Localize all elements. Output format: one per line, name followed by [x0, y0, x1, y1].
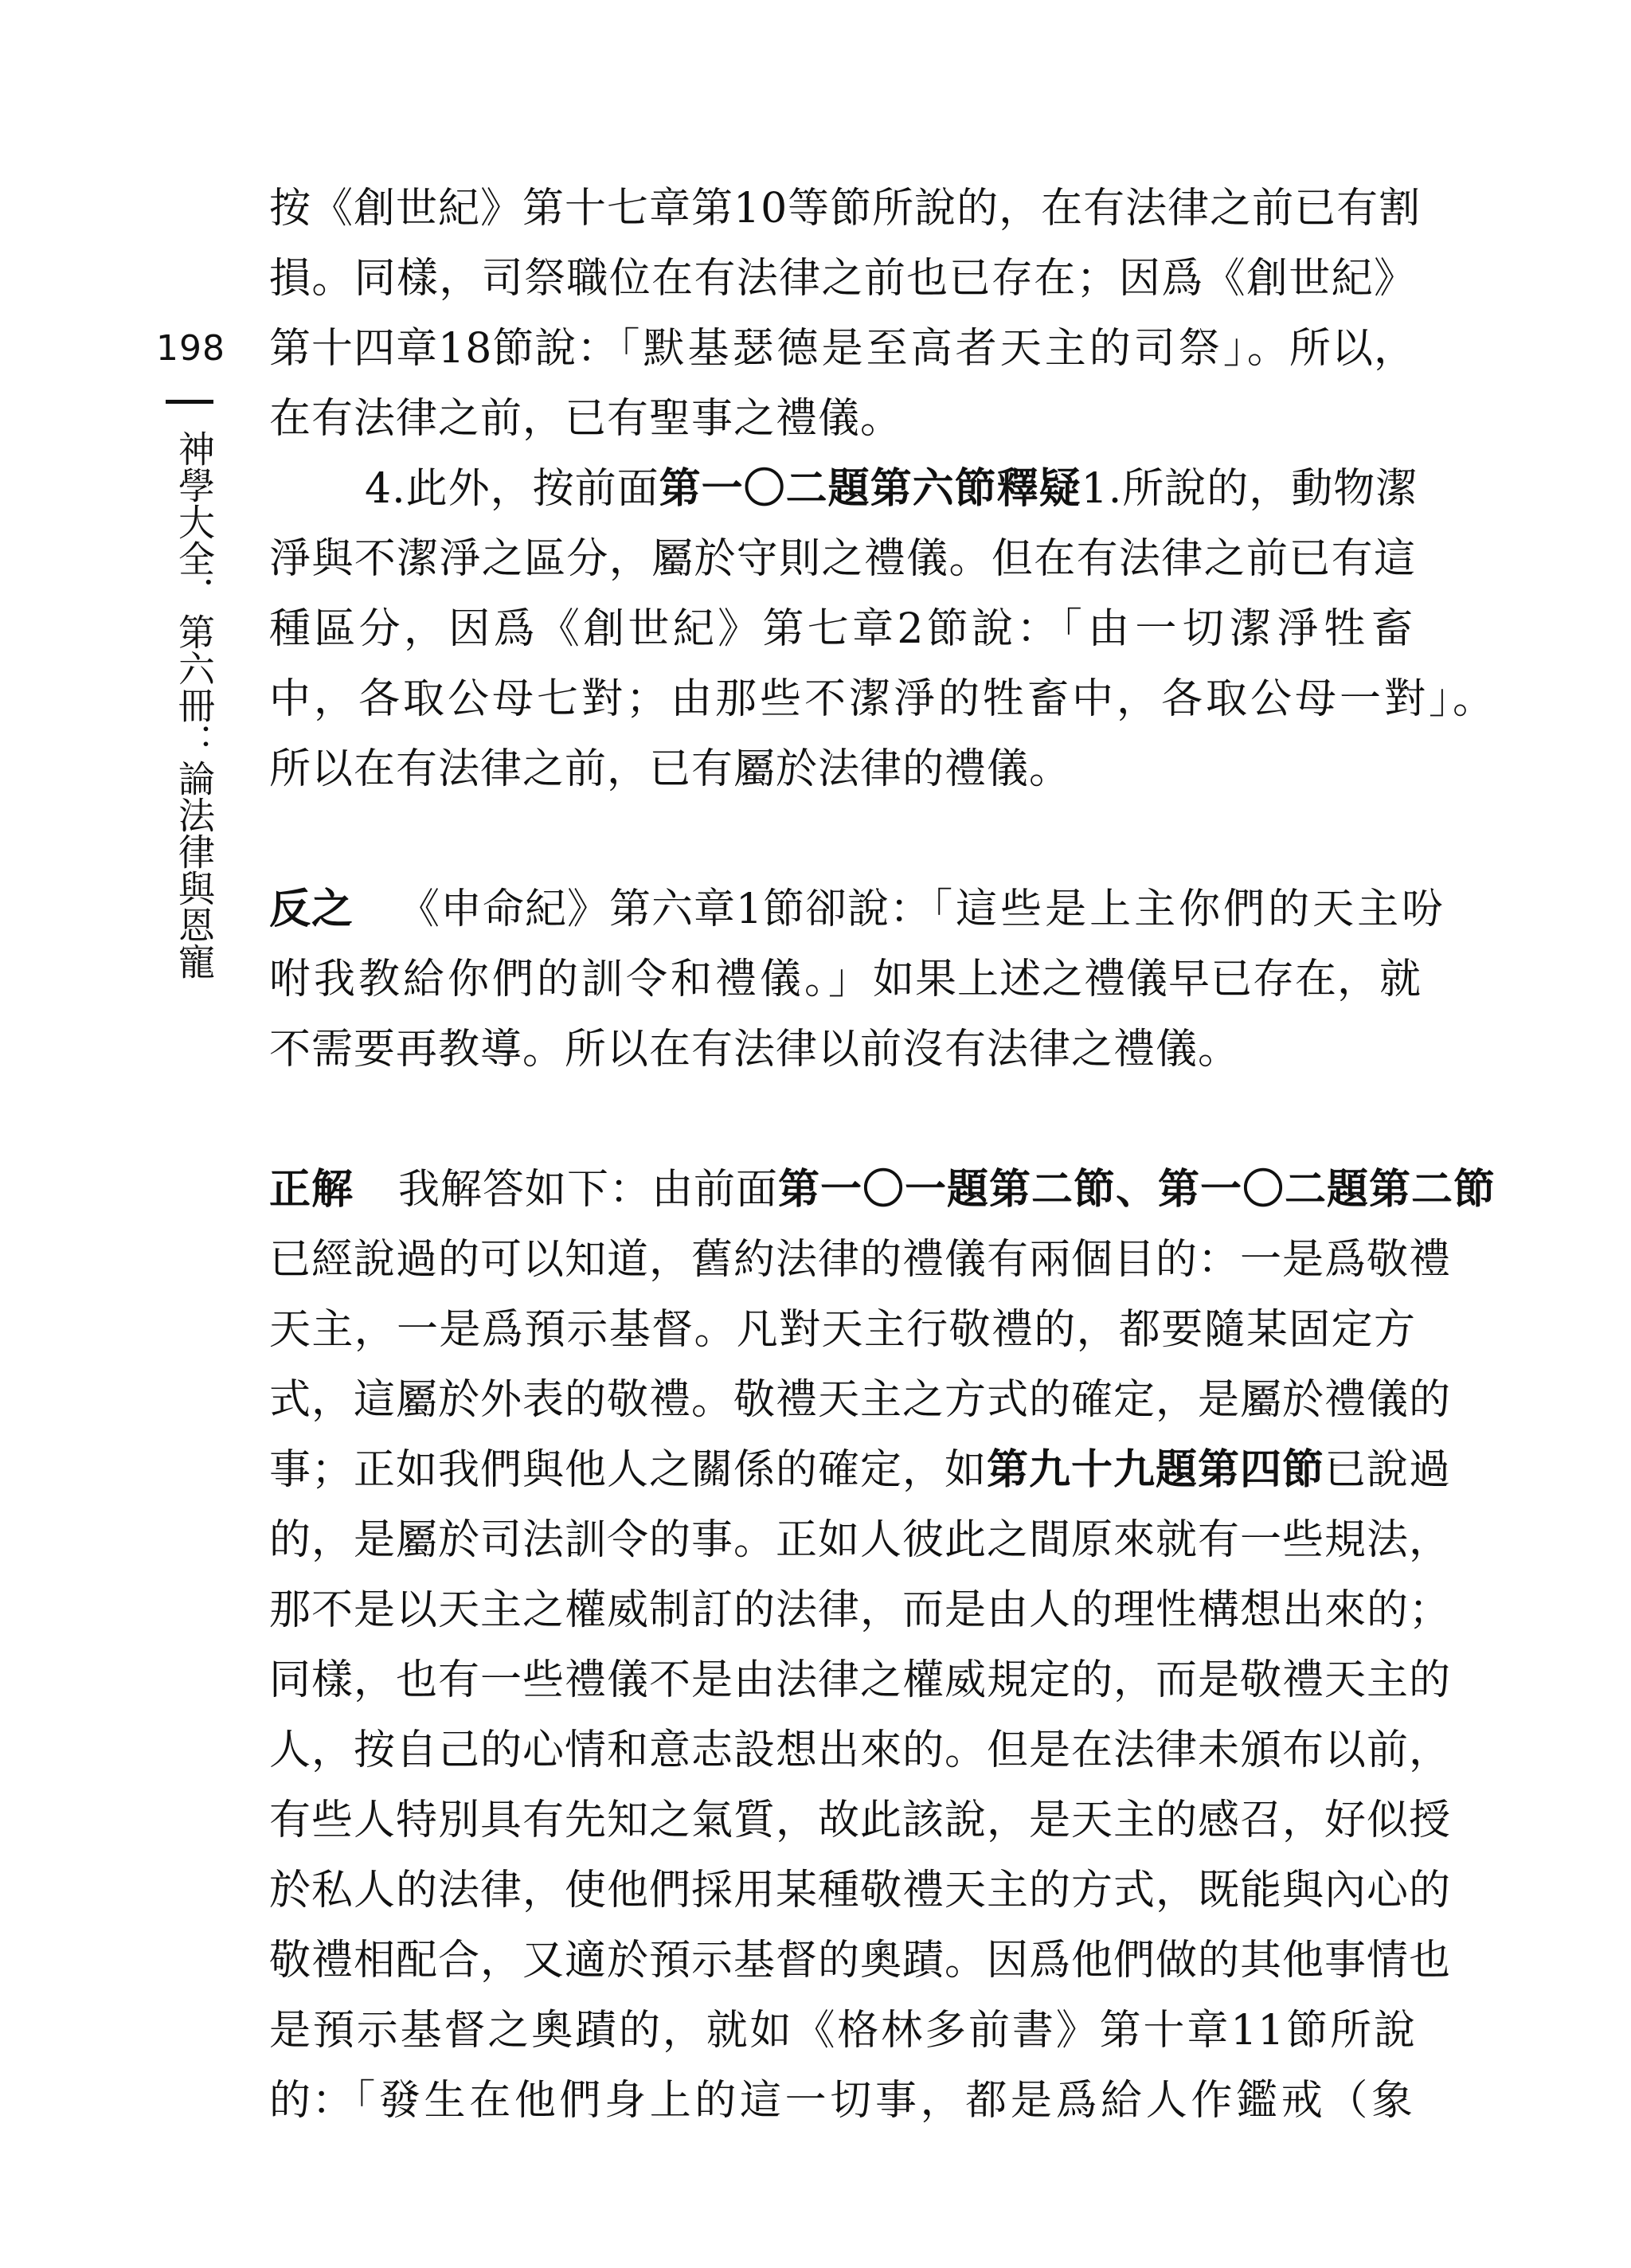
answer-line: 已經說過的可以知道，舊約法律的禮儀有兩個目的：一是爲敬禮 — [269, 1236, 1452, 1284]
answer-line: 那不是以天主之權威制訂的法律，而是由人的理性構想出來的； — [269, 1586, 1452, 1634]
text-run: 我解答如下：由前面 — [398, 1166, 779, 1214]
answer-line: 於私人的法律，使他們採用某種敬禮天主的方式，既能與內心的 — [269, 1867, 1452, 1914]
p2-line — [269, 664, 1496, 734]
answer-line: 是預示基督之奧蹟的，就如《格林多前書》第十章11節所說 — [269, 2007, 1416, 2055]
sed-contra-label: 反之 — [269, 886, 354, 933]
text-run: 第十四章18節說： — [269, 325, 620, 373]
answer-line — [269, 1435, 1452, 1505]
text-run: 。所以， — [1246, 325, 1416, 373]
answer-line: 同樣，也有一些禮儀不是由法律之權威規定的，而是敬禮天主的 — [269, 1656, 1452, 1704]
running-title: 神學大全．第六冊：論法律與恩寵 — [173, 430, 216, 980]
p1-line: 按《創世紀》第十七章第10等節所說的，在有法律之前已有割 — [269, 185, 1422, 233]
scripture-quote: 「這些是上主你們的天主吩 — [932, 886, 1447, 933]
paragraph-gap — [269, 804, 1416, 874]
answer-line — [269, 2066, 1416, 2136]
cross-reference: 第九十九題第四節 — [987, 1446, 1325, 1494]
p2-line: 所以在有法律之前，已有屬於法律的禮儀。 — [269, 745, 1072, 793]
answer-line — [269, 1155, 1496, 1225]
text-run: 如果上述之禮儀早已存在，就 — [873, 956, 1422, 1003]
answer-line: 有些人特別具有先知之氣質，故此該說，是天主的感召，好似授 — [269, 1797, 1452, 1844]
sed-contra-line: 不需要再教導。所以在有法律以前沒有法律之禮儀。 — [269, 1026, 1241, 1073]
text-run: 種區分，因爲《創世紀》第七章2節說： — [269, 605, 1062, 653]
cross-reference: 第一〇一題第二節、第一〇二題第二節 — [778, 1166, 1496, 1214]
text-run: 事；正如我們與他人之關係的確定，如 — [269, 1446, 988, 1494]
text-run: 《申命紀》第六章1節卻說： — [398, 886, 933, 933]
scripture-quote: 咐我教給你們的訓令和禮儀。」 — [269, 956, 874, 1003]
text-run: 4.此外，按前面 — [365, 465, 659, 513]
paragraph-gap — [269, 1085, 1416, 1155]
scripture-quote: 「由一切潔淨牲畜 — [1061, 605, 1416, 653]
p1-line: 損。同樣，司祭職位在有法律之前也已存在；因爲《創世紀》 — [269, 255, 1416, 303]
sed-contra-line — [269, 874, 1447, 944]
scripture-quote: 「發生在他們身上的這一切事，都是爲給人作鑑戒（象 — [354, 2077, 1416, 2125]
text-run: 已說過 — [1324, 1446, 1452, 1494]
text-run: 1.所說的，動物潔 — [1081, 465, 1418, 513]
body-text — [269, 174, 1496, 2136]
p2-line — [269, 594, 1416, 664]
sed-contra-line — [269, 944, 1422, 1015]
scripture-quote: 中，各取公母七對；由那些不潔淨的牲畜中，各取公母一對」 — [269, 675, 1453, 723]
p2-line: 淨與不潔淨之區分，屬於守則之禮儀。但在有法律之前已有這 — [269, 535, 1416, 583]
text-run: 的： — [269, 2077, 355, 2125]
text-run: 。 — [1453, 675, 1496, 723]
page-number: 198 — [156, 328, 225, 369]
answer-label: 正解 — [269, 1166, 354, 1214]
p1-line — [269, 314, 1416, 384]
cross-reference: 第一〇二題第六節釋疑 — [659, 465, 1081, 513]
scripture-quote: 「默基瑟德是至高者天主的司祭」 — [619, 325, 1247, 373]
answer-line: 的，是屬於司法訓令的事。正如人彼此之間原來就有一些規法， — [269, 1516, 1452, 1564]
side-rule — [166, 400, 213, 404]
p1-line: 在有法律之前，已有聖事之禮儀。 — [269, 395, 903, 443]
answer-line: 敬禮相配合，又適於預示基督的奧蹟。因爲他們做的其他事情也 — [269, 1937, 1452, 1984]
answer-line: 式，這屬於外表的敬禮。敬禮天主之方式的確定，是屬於禮儀的 — [269, 1376, 1452, 1424]
answer-line: 天主，一是爲預示基督。凡對天主行敬禮的，都要隨某固定方 — [269, 1306, 1416, 1354]
answer-line: 人，按自己的心情和意志設想出來的。但是在法律未頒布以前， — [269, 1726, 1452, 1774]
p2-line — [269, 454, 1416, 524]
